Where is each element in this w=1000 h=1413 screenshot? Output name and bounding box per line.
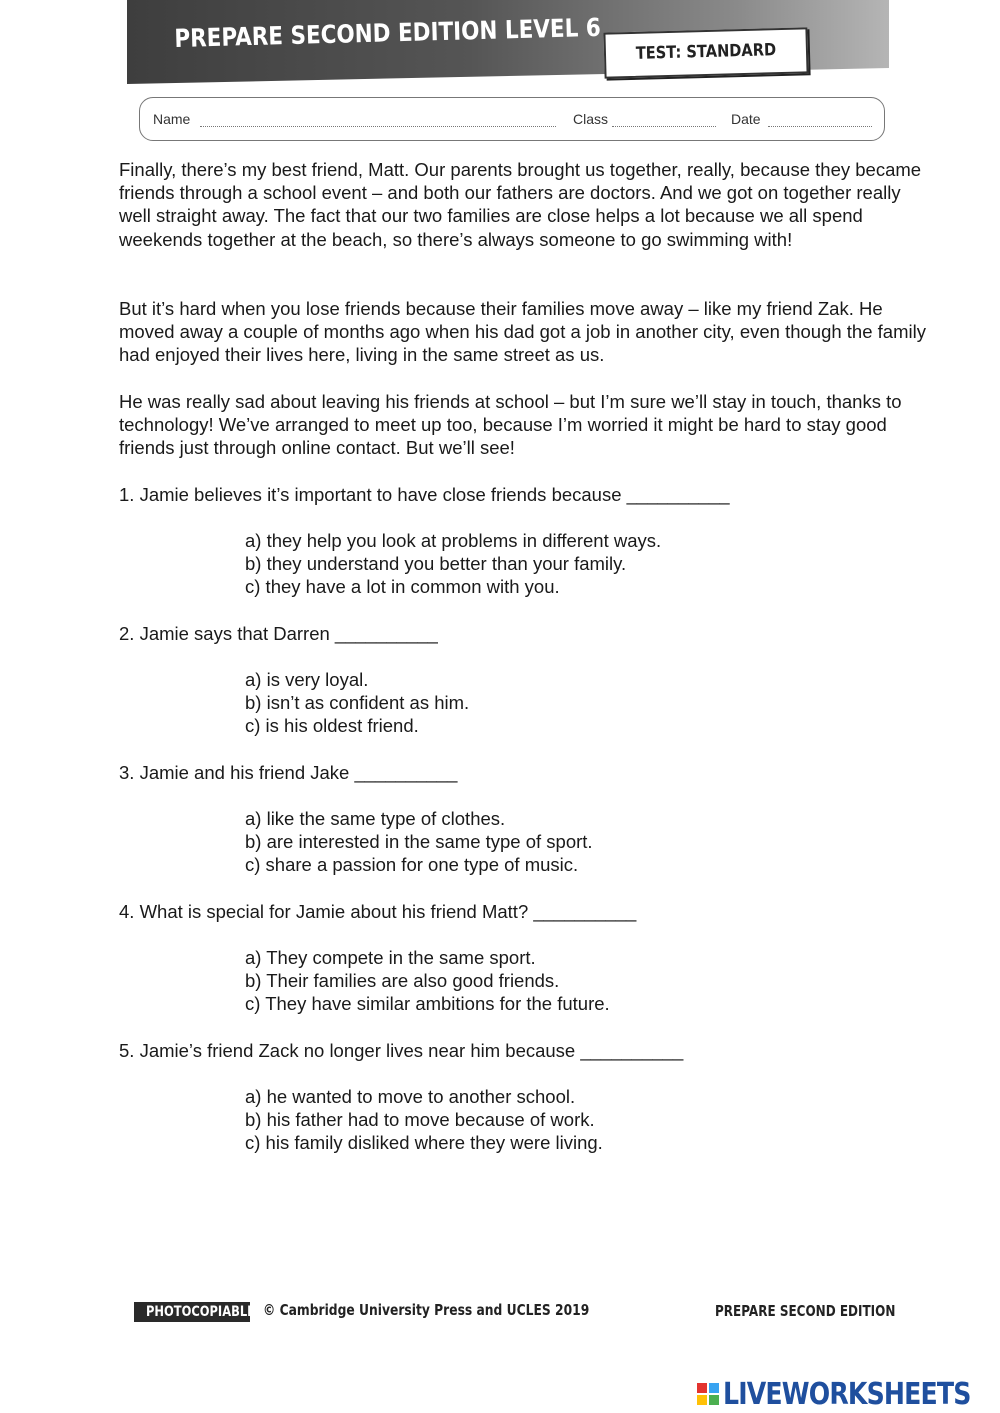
- liveworksheets-logo-icon: [697, 1383, 719, 1405]
- option-b[interactable]: b) his father had to move because of work.: [245, 1109, 595, 1131]
- option-c[interactable]: c) his family disliked where they were living.: [245, 1132, 603, 1154]
- worksheet-title: PREPARE SECOND EDITION LEVEL 6: [174, 12, 602, 53]
- passage-paragraph: Finally, there’s my best friend, Matt. Our parents brought us together, really, because they became friends through a school event – and both our fathers are doctors. And we got on together really well straight away. The fact that our two families are close helps a lot because we all spend weekends together at the beach, so there’s always someone to go swimming with!: [119, 159, 922, 250]
- question-4: 4. What is special for Jamie about his friend Matt? __________: [119, 901, 637, 922]
- logo-square: [697, 1383, 707, 1393]
- question-1: 1. Jamie believes it’s important to have close friends because __________: [119, 484, 730, 505]
- question-4-options: [245, 946, 610, 1016]
- option-c[interactable]: c) is his oldest friend.: [245, 715, 419, 737]
- question-2-options: [245, 668, 469, 738]
- option-b[interactable]: b) isn’t as confident as him.: [245, 692, 470, 714]
- question-5-options: [245, 1085, 603, 1155]
- date-label: Date: [731, 111, 761, 127]
- question-1-options: [245, 529, 661, 599]
- name-field[interactable]: [200, 126, 556, 127]
- question-5: 5. Jamie’s friend Zack no longer lives near him because __________: [119, 1040, 684, 1061]
- option-c[interactable]: c) they have a lot in common with you.: [245, 576, 560, 598]
- question-3-options: [245, 807, 593, 877]
- copyright-notice: © Cambridge University Press and UCLES 2019: [263, 1301, 590, 1319]
- option-b[interactable]: b) Their families are also good friends.: [245, 970, 560, 992]
- liveworksheets-logo-text: LIVEWORKSHEETS: [723, 1376, 971, 1412]
- edition-footer: PREPARE SECOND EDITION: [715, 1302, 896, 1320]
- photocopiable-badge: [134, 1302, 256, 1322]
- name-label: Name: [153, 111, 191, 127]
- logo-square: [697, 1395, 707, 1405]
- test-type-box: [603, 27, 808, 78]
- option-c[interactable]: c) share a passion for one type of music.: [245, 854, 579, 876]
- test-type-label: TEST: STANDARD: [635, 40, 777, 64]
- passage-paragraph: He was really sad about leaving his friends at school – but I’m sure we’ll stay in touch, thanks to technology! We’ve arranged to meet up too, because I’m worried it might be hard to stay good friends just through online contact. But we’ll see!: [119, 391, 902, 459]
- logo-square: [709, 1395, 719, 1405]
- question-3: 3. Jamie and his friend Jake __________: [119, 762, 458, 783]
- photocopiable-label: PHOTOCOPIABLE: [145, 1304, 256, 1320]
- option-a[interactable]: a) they help you look at problems in different ways.: [245, 530, 662, 551]
- option-a[interactable]: a) he wanted to move to another school.: [245, 1086, 576, 1107]
- class-label: Class: [573, 111, 609, 127]
- date-field[interactable]: [768, 126, 872, 127]
- logo-square: [709, 1383, 719, 1393]
- passage-paragraph: But it’s hard when you lose friends because their families move away – like my friend Zak. He moved away a couple of months ago when his dad got a job in another city, even though the family had enjoyed their lives here, living in the same street as us.: [119, 298, 926, 366]
- option-b[interactable]: b) are interested in the same type of sport.: [245, 831, 593, 853]
- class-field[interactable]: [612, 126, 716, 127]
- option-b[interactable]: b) they understand you better than your family.: [245, 553, 627, 575]
- option-c[interactable]: c) They have similar ambitions for the future.: [245, 993, 610, 1015]
- option-a[interactable]: a) They compete in the same sport.: [245, 947, 536, 968]
- question-2: 2. Jamie says that Darren __________: [119, 623, 438, 644]
- student-info-strip: [139, 97, 885, 141]
- option-a[interactable]: a) is very loyal.: [245, 669, 369, 690]
- liveworksheets-watermark: [697, 1376, 1000, 1412]
- option-a[interactable]: a) like the same type of clothes.: [245, 808, 506, 829]
